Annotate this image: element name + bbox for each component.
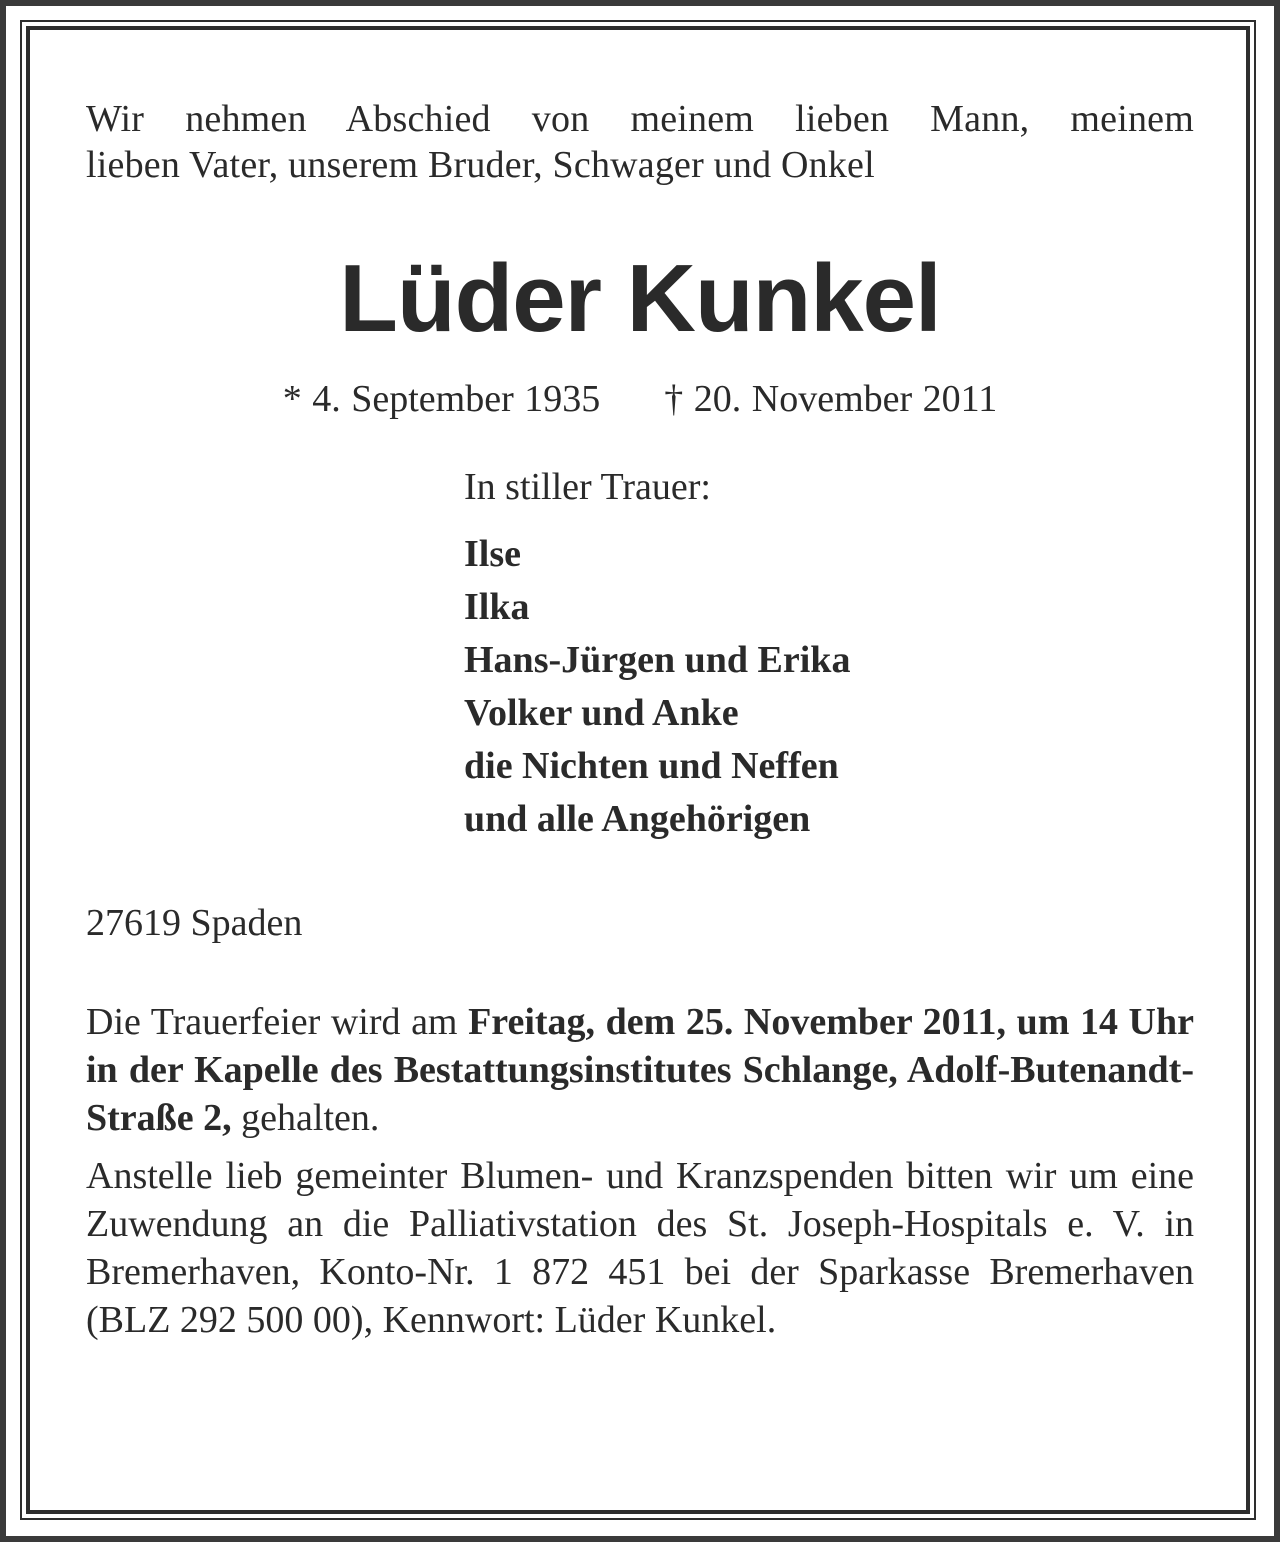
place-of-residence: 27619 Spaden [86,902,303,944]
funeral-ceremony-text [86,998,1194,1142]
obituary-notice [86,96,1194,1344]
mourner-name: und alle Angehörigen [464,798,811,840]
ceremony-suffix: gehalten. [231,1097,380,1139]
ceremony-prefix: Die Trauerfeier wird am [86,1001,469,1043]
mourner-name: Volker und Anke [464,692,739,734]
mourner-name: Hans-Jürgen und Erika [464,639,851,681]
mourner-name: Ilka [464,586,530,628]
intro-line-1: Wir nehmen Abschied von meinem lieben Mann, meinem [86,98,1194,140]
death-date: † 20. November 2011 [664,378,998,420]
donation-request-text: Anstelle lieb gemeinter Blumen- und Kranzspenden bitten wir um eine Zuwendung an die Palliativstation des St. Joseph-Hospitals e. V. in Bremerhaven, Konto-Nr. 1 872 451 bei der Sparkasse Bremerhaven (BLZ 292 500 00), Kennwort: Lüder Kunkel. [86,1155,1194,1341]
deceased-name: Lüder Kunkel [339,245,941,352]
life-dates [86,376,1194,422]
mourners-block [464,464,1194,846]
mourner-name: Ilse [464,533,521,575]
intro-text [86,96,1194,188]
ceremony-details: Freitag, dem 25. November 2011, um 14 Uhr in der Kapelle des Bestattungsinstitutes Schlange, Adolf-Butenandt-Straße 2, [86,1001,1194,1139]
mourner-name: die Nichten und Neffen [464,745,839,787]
birth-date: * 4. September 1935 [282,378,601,420]
intro-line-2: lieben Vater, unserem Bruder, Schwager und Onkel [86,144,875,186]
mourners-intro: In stiller Trauer: [464,466,711,508]
